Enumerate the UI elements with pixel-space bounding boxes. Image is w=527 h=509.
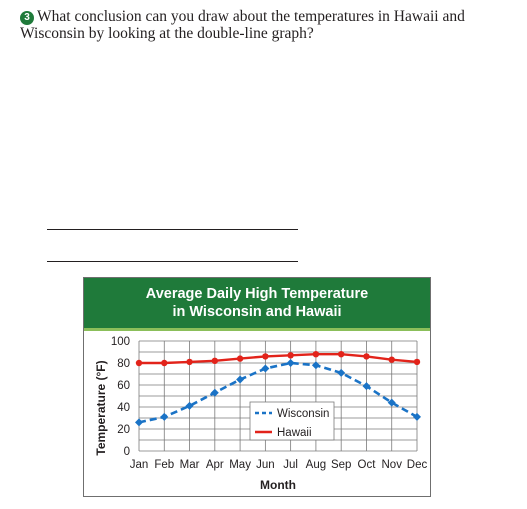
data-point-wisconsin [337,369,345,377]
x-tick-label: Jan [129,459,149,471]
data-point-wisconsin [312,361,320,369]
legend-label-wisconsin: Wisconsin [277,408,330,420]
legend-label-hawaii: Hawaii [277,427,312,439]
data-point-hawaii [212,358,218,364]
data-point-hawaii [338,351,344,357]
y-tick-label: 100 [110,336,130,348]
data-point-hawaii [414,359,420,365]
data-point-hawaii [287,352,293,358]
data-point-hawaii [363,353,369,359]
y-tick-label: 80 [117,358,130,370]
x-tick-label: Feb [154,459,175,471]
x-tick-label: Apr [205,459,224,471]
x-tick-label: Dec [406,459,428,471]
chart-plot [84,278,430,496]
data-point-hawaii [262,353,268,359]
data-point-hawaii [186,359,192,365]
chart-panel [83,277,431,497]
x-tick-label: Mar [179,459,200,471]
data-point-wisconsin [160,413,168,421]
data-point-wisconsin [236,376,244,384]
y-axis-title: Temperature (°F) [94,360,108,456]
x-tick-label: Jun [256,459,275,471]
x-axis-title: Month [260,478,296,492]
x-tick-label: Aug [305,459,327,471]
x-tick-label: Sep [330,459,352,471]
answer-line-2[interactable] [47,261,298,262]
data-point-hawaii [389,357,395,363]
series-line-hawaii [139,354,417,363]
data-point-hawaii [161,360,167,366]
x-tick-label: May [229,459,251,471]
data-point-wisconsin [261,365,269,373]
data-point-hawaii [313,351,319,357]
y-tick-label: 60 [117,380,130,392]
x-tick-label: Oct [357,459,376,471]
x-tick-label: Jul [283,459,298,471]
question-number: 3 [20,11,34,25]
y-tick-label: 20 [117,424,130,436]
data-point-wisconsin [287,359,295,367]
question [20,8,510,42]
x-tick-label: Nov [381,459,402,471]
data-point-hawaii [237,355,243,361]
y-tick-label: 0 [123,446,130,458]
y-tick-label: 40 [117,402,130,414]
answer-line-1[interactable] [47,229,298,230]
data-point-wisconsin [135,418,143,426]
chart-title: Average Daily High Temperature in Wisconsin and Hawaii [145,286,369,320]
question-text: What conclusion can you draw about the temperatures in Hawaii and Wisconsin by looking at the double-line graph? [20,8,465,42]
data-point-hawaii [136,360,142,366]
